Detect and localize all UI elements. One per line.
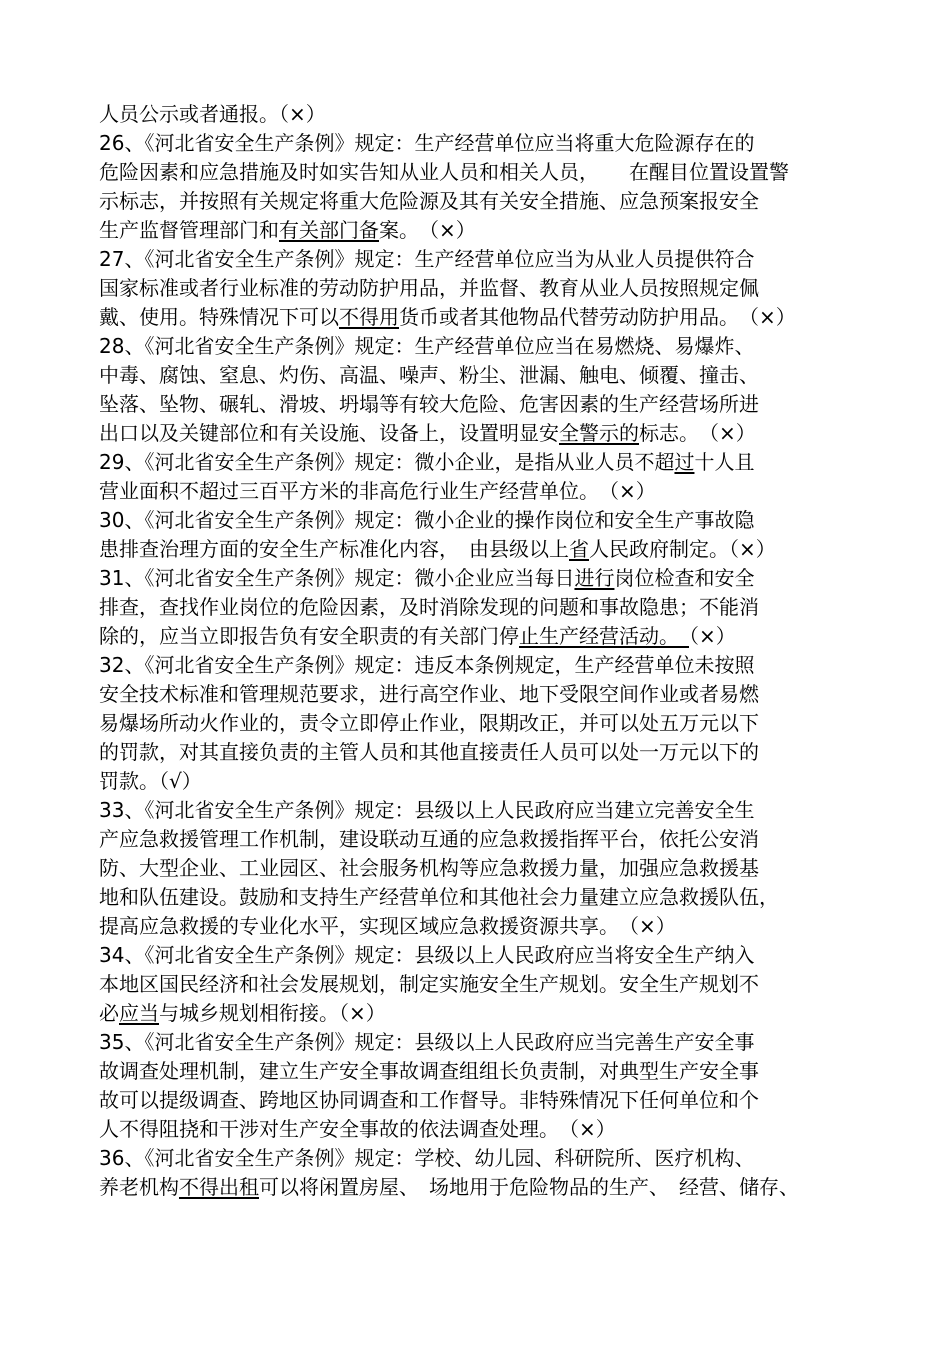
text-line [99, 535, 839, 564]
text-segment: 故调查处理机制，建立生产安全事故调查组组长负责制，对典型生产安全事 [99, 1059, 759, 1083]
text-segment: 27、《河北省安全生产条例》规定：生产经营单位应当为从业人员提供符合 [99, 247, 755, 271]
text-segment: 示标志，并按照有关规定将重大危险源及其有关安全措施、应急预案报安全 [99, 189, 759, 213]
text-segment: 国家标准或者行业标准的劳动防护用品，并监督、教育从业人员按照规定佩 [99, 276, 759, 300]
text-line [99, 564, 839, 593]
text-segment: 养老机构 [99, 1175, 179, 1199]
text-line [99, 593, 839, 622]
text-segment: 患排查治理方面的安全生产标准化内容， 由县级以上 [99, 537, 569, 561]
text-line [99, 622, 839, 651]
underlined-text: 省 [569, 537, 589, 561]
text-segment: 标志。 （×） [639, 421, 756, 445]
underlined-text: 过 [674, 450, 695, 474]
text-line [99, 680, 839, 709]
text-segment: 罚款。（√） [99, 769, 202, 793]
text-segment: 安全技术标准和管理规范要求，进行高空作业、地下受限空间作业或者易燃 [99, 682, 759, 706]
document-body [99, 100, 839, 1202]
text-line [99, 187, 839, 216]
text-segment: 与城乡规划相衔接。（×） [159, 1001, 386, 1025]
text-segment: 故可以提级调查、跨地区协同调查和工作督导。非特殊情况下任何单位和个 [99, 1088, 759, 1112]
text-segment: 案。 （×） [379, 218, 476, 242]
text-line [99, 361, 839, 390]
text-segment: 可以将闲置房屋、 场地用于危险物品的生产、 经营、储存、 [259, 1175, 799, 1199]
text-segment: 人民政府制定。（×） [589, 537, 776, 561]
text-line [99, 1057, 839, 1086]
text-segment: 防、大型企业、工业园区、社会服务机构等应急救援力量，加强应急救援基 [99, 856, 759, 880]
text-segment: 生产监督管理部门和 [99, 218, 279, 242]
text-line [99, 1144, 839, 1173]
text-segment: 必 [99, 1001, 119, 1025]
text-line [99, 825, 839, 854]
text-segment: 岗位检查和安全 [614, 566, 755, 590]
text-segment: 34、《河北省安全生产条例》规定：县级以上人民政府应当将安全生产纳入 [99, 943, 755, 967]
text-segment: 地和队伍建设。鼓励和支持生产经营单位和其他社会力量建立应急救援队伍， [99, 885, 779, 909]
text-line [99, 506, 839, 535]
text-segment: 提高应急救援的专业化水平，实现区域应急救援资源共享。 （×） [99, 914, 676, 938]
text-segment: 33、《河北省安全生产条例》规定：县级以上人民政府应当建立完善安全生 [99, 798, 755, 822]
text-line [99, 419, 839, 448]
underlined-text: 应当 [119, 1001, 159, 1025]
text-line [99, 390, 839, 419]
text-segment: 36、《河北省安全生产条例》规定：学校、幼儿园、科研院所、医疗机构、 [99, 1146, 755, 1170]
text-line [99, 158, 839, 187]
text-line [99, 129, 839, 158]
text-segment: 人不得阻挠和干涉对生产安全事故的依法调查处理。 （×） [99, 1117, 616, 1141]
text-segment: 除的，应当立即报告负有安全职责的有关部门停 [99, 624, 519, 648]
underlined-text: 不得出租 [179, 1175, 259, 1199]
text-line [99, 970, 839, 999]
text-segment: 十人且 [694, 450, 755, 474]
underlined-text: 止生产经营活动。 [519, 624, 689, 648]
text-segment: 人员公示或者通报。（×） [99, 102, 326, 126]
text-segment: 戴、使用。特殊情况下可以 [99, 305, 339, 329]
text-segment: 的罚款，对其直接负责的主管人员和其他直接责任人员可以处一万元以下的 [99, 740, 759, 764]
text-line [99, 651, 839, 680]
text-segment: 出口以及关键部位和有关设施、设备上，设置明显安 [99, 421, 559, 445]
text-segment: 危险因素和应急措施及时如实告知从业人员和相关人员， 在醒目位置设置警 [99, 160, 789, 184]
text-line [99, 941, 839, 970]
text-line [99, 303, 839, 332]
text-segment: 本地区国民经济和社会发展规划，制定实施安全生产规划。安全生产规划不 [99, 972, 759, 996]
text-segment: （×） [689, 624, 736, 648]
underlined-text: 进行 [574, 566, 615, 590]
text-line [99, 883, 839, 912]
text-line [99, 738, 839, 767]
underlined-text: 不得用 [339, 305, 399, 329]
text-line [99, 767, 839, 796]
text-line [99, 912, 839, 941]
text-segment: 32、《河北省安全生产条例》规定：违反本条例规定，生产经营单位未按照 [99, 653, 755, 677]
text-line [99, 100, 839, 129]
text-line [99, 999, 839, 1028]
text-line [99, 245, 839, 274]
text-segment: 29、《河北省安全生产条例》规定：微小企业，是指从业人员不超 [99, 450, 675, 474]
text-segment: 28、《河北省安全生产条例》规定：生产经营单位应当在易燃烧、易爆炸、 [99, 334, 755, 358]
text-segment: 35、《河北省安全生产条例》规定：县级以上人民政府应当完善生产安全事 [99, 1030, 755, 1054]
text-segment: 中毒、腐蚀、窒息、灼伤、高温、噪声、粉尘、泄漏、触电、倾覆、撞击、 [99, 363, 759, 387]
text-line [99, 477, 839, 506]
text-segment: 30、《河北省安全生产条例》规定：微小企业的操作岗位和安全生产事故隐 [99, 508, 755, 532]
underlined-text: 全警示的 [559, 421, 639, 445]
text-segment: 26、《河北省安全生产条例》规定：生产经营单位应当将重大危险源存在的 [99, 131, 755, 155]
text-line [99, 448, 839, 477]
text-segment: 坠落、坠物、碾轧、滑坡、坍塌等有较大危险、危害因素的生产经营场所进 [99, 392, 759, 416]
text-line [99, 1173, 839, 1202]
text-segment: 31、《河北省安全生产条例》规定：微小企业应当每日 [99, 566, 575, 590]
text-line [99, 796, 839, 825]
text-line [99, 709, 839, 738]
text-line [99, 274, 839, 303]
text-segment: 货币或者其他物品代替劳动防护用品。 （×） [399, 305, 796, 329]
text-segment: 营业面积不超过三百平方米的非高危行业生产经营单位。 （×） [99, 479, 656, 503]
underlined-text: 有关部门备 [279, 218, 379, 242]
text-segment: 易爆场所动火作业的，责令立即停止作业，限期改正，并可以处五万元以下 [99, 711, 759, 735]
text-line [99, 1028, 839, 1057]
text-line [99, 1115, 839, 1144]
text-line [99, 216, 839, 245]
text-segment: 排查，查找作业岗位的危险因素，及时消除发现的问题和事故隐患；不能消 [99, 595, 759, 619]
text-segment: 产应急救援管理工作机制，建设联动互通的应急救援指挥平台，依托公安消 [99, 827, 759, 851]
text-line [99, 1086, 839, 1115]
text-line [99, 854, 839, 883]
text-line [99, 332, 839, 361]
